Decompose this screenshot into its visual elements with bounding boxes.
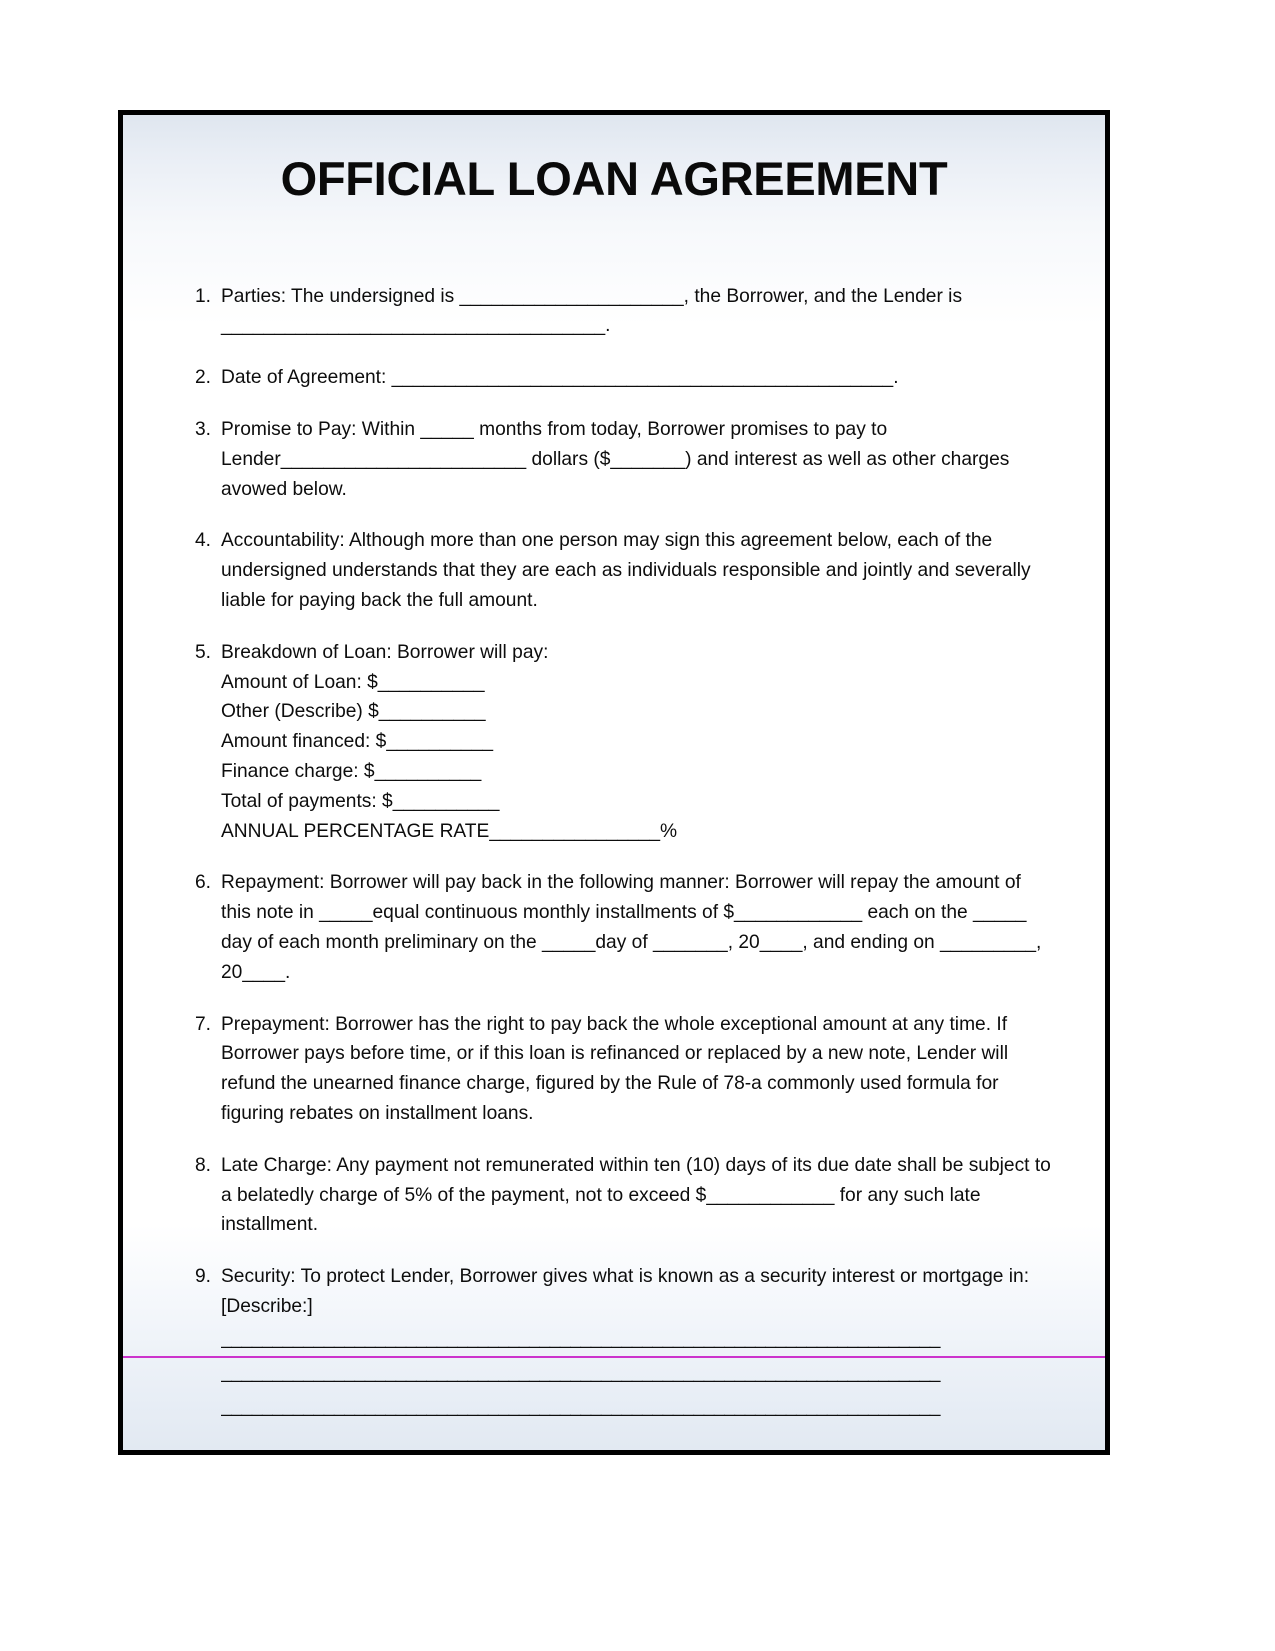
clause-line: Parties: The undersigned is _____________________, the Borrower, and the Lender is — [221, 285, 963, 307]
clause-line: 20____. — [221, 961, 291, 983]
clause-line: Promise to Pay: Within _____ months from today, Borrower promises to pay to — [221, 419, 888, 441]
clause-line: Borrower pays before time, or if this loan is refinanced or replaced by a new note, Lender will — [221, 1043, 1009, 1065]
breakdown-finance-charge: Finance charge: $__________ — [221, 761, 482, 783]
security-write-in-area — [221, 1322, 1087, 1424]
clause-line: Prepayment: Borrower has the right to pay back the whole exceptional amount at any time. If — [221, 1013, 1008, 1035]
clause-breakdown-of-loan — [185, 638, 1087, 847]
breakdown-total-of-payments: Total of payments: $__________ — [221, 790, 500, 812]
clause-number: 9. — [194, 1266, 211, 1288]
clause-text — [221, 1010, 1087, 1129]
clause-late-charge — [185, 1151, 1087, 1240]
clause-repayment — [185, 868, 1087, 987]
page-title: OFFICIAL LOAN AGREEMENT — [280, 152, 948, 205]
clause-line: refund the unearned finance charge, figured by the Rule of 78-a commonly used formula for — [221, 1073, 999, 1095]
clause-text — [221, 526, 1087, 615]
clause-text — [221, 868, 1087, 987]
clause-line: Security: To protect Lender, Borrower gives what is known as a security interest or mortgage in: — [221, 1266, 1030, 1288]
clause-text — [221, 1262, 1087, 1424]
clause-number: 2. — [194, 367, 211, 389]
clause-number: 3. — [194, 419, 211, 441]
clause-line: liable for paying back the full amount. — [221, 590, 538, 612]
clause-line: Accountability: Although more than one person may sign this agreement below, each of the — [221, 530, 993, 552]
clause-line: Date of Agreement: _______________________________________________. — [221, 367, 899, 389]
clause-date-of-agreement — [185, 363, 1087, 393]
clause-text — [221, 282, 1087, 342]
security-blank-rule[interactable]: ______________________________________________________________________ — [221, 1395, 940, 1417]
clause-security — [185, 1262, 1087, 1424]
clause-line: figuring rebates on installment loans. — [221, 1103, 534, 1125]
clause-line: a belatedly charge of 5% of the payment, not to exceed $____________ for any such late — [221, 1184, 981, 1206]
clause-prepayment — [185, 1010, 1087, 1129]
page-inner — [123, 115, 1105, 1450]
clause-text — [221, 638, 1087, 847]
breakdown-annual-percentage-rate: ANNUAL PERCENTAGE RATE________________% — [221, 820, 678, 842]
clause-line: ____________________________________. — [221, 315, 611, 337]
clause-line: installment. — [221, 1214, 319, 1236]
clause-line: day of each month preliminary on the _____day of _______, 20____, and ending on _________, — [221, 932, 1042, 954]
clause-promise-to-pay — [185, 415, 1087, 504]
clause-line: Lender_______________________ dollars ($_______) and interest as well as other charges — [221, 448, 1010, 470]
clause-number: 1. — [194, 285, 211, 307]
clause-number: 7. — [194, 1013, 211, 1035]
security-blank-rule[interactable]: ______________________________________________________________________ — [221, 1327, 940, 1349]
clause-text — [221, 1151, 1087, 1240]
clause-number: 5. — [194, 641, 211, 663]
clause-number: 4. — [194, 530, 211, 552]
clause-accountability — [185, 526, 1087, 615]
clause-text — [221, 363, 1087, 393]
breakdown-amount-financed: Amount financed: $__________ — [221, 731, 494, 753]
breakdown-amount-of-loan: Amount of Loan: $__________ — [221, 671, 485, 693]
loan-agreement-page — [118, 110, 1110, 1455]
clause-number: 8. — [194, 1154, 211, 1176]
clause-line: Repayment: Borrower will pay back in the following manner: Borrower will repay the amount of — [221, 872, 1021, 894]
clause-line: [Describe:] — [221, 1296, 313, 1317]
clause-number: 6. — [194, 872, 211, 894]
clause-text — [221, 415, 1087, 504]
clause-line: Breakdown of Loan: Borrower will pay: — [221, 641, 549, 663]
clause-list — [123, 282, 1105, 1424]
clause-line: undersigned understands that they are each as individuals responsible and jointly and severally — [221, 560, 1031, 582]
security-blank-rule[interactable]: ______________________________________________________________________ — [221, 1361, 940, 1383]
clause-line: this note in _____equal continuous monthly installments of $____________ each on the _____ — [221, 902, 1027, 924]
magenta-divider-line — [123, 1356, 1105, 1358]
clause-line: avowed below. — [221, 478, 347, 500]
breakdown-other: Other (Describe) $__________ — [221, 701, 486, 723]
clause-line: Late Charge: Any payment not remunerated within ten (10) days of its due date shall be subject to — [221, 1154, 1051, 1176]
clause-parties — [185, 282, 1087, 342]
